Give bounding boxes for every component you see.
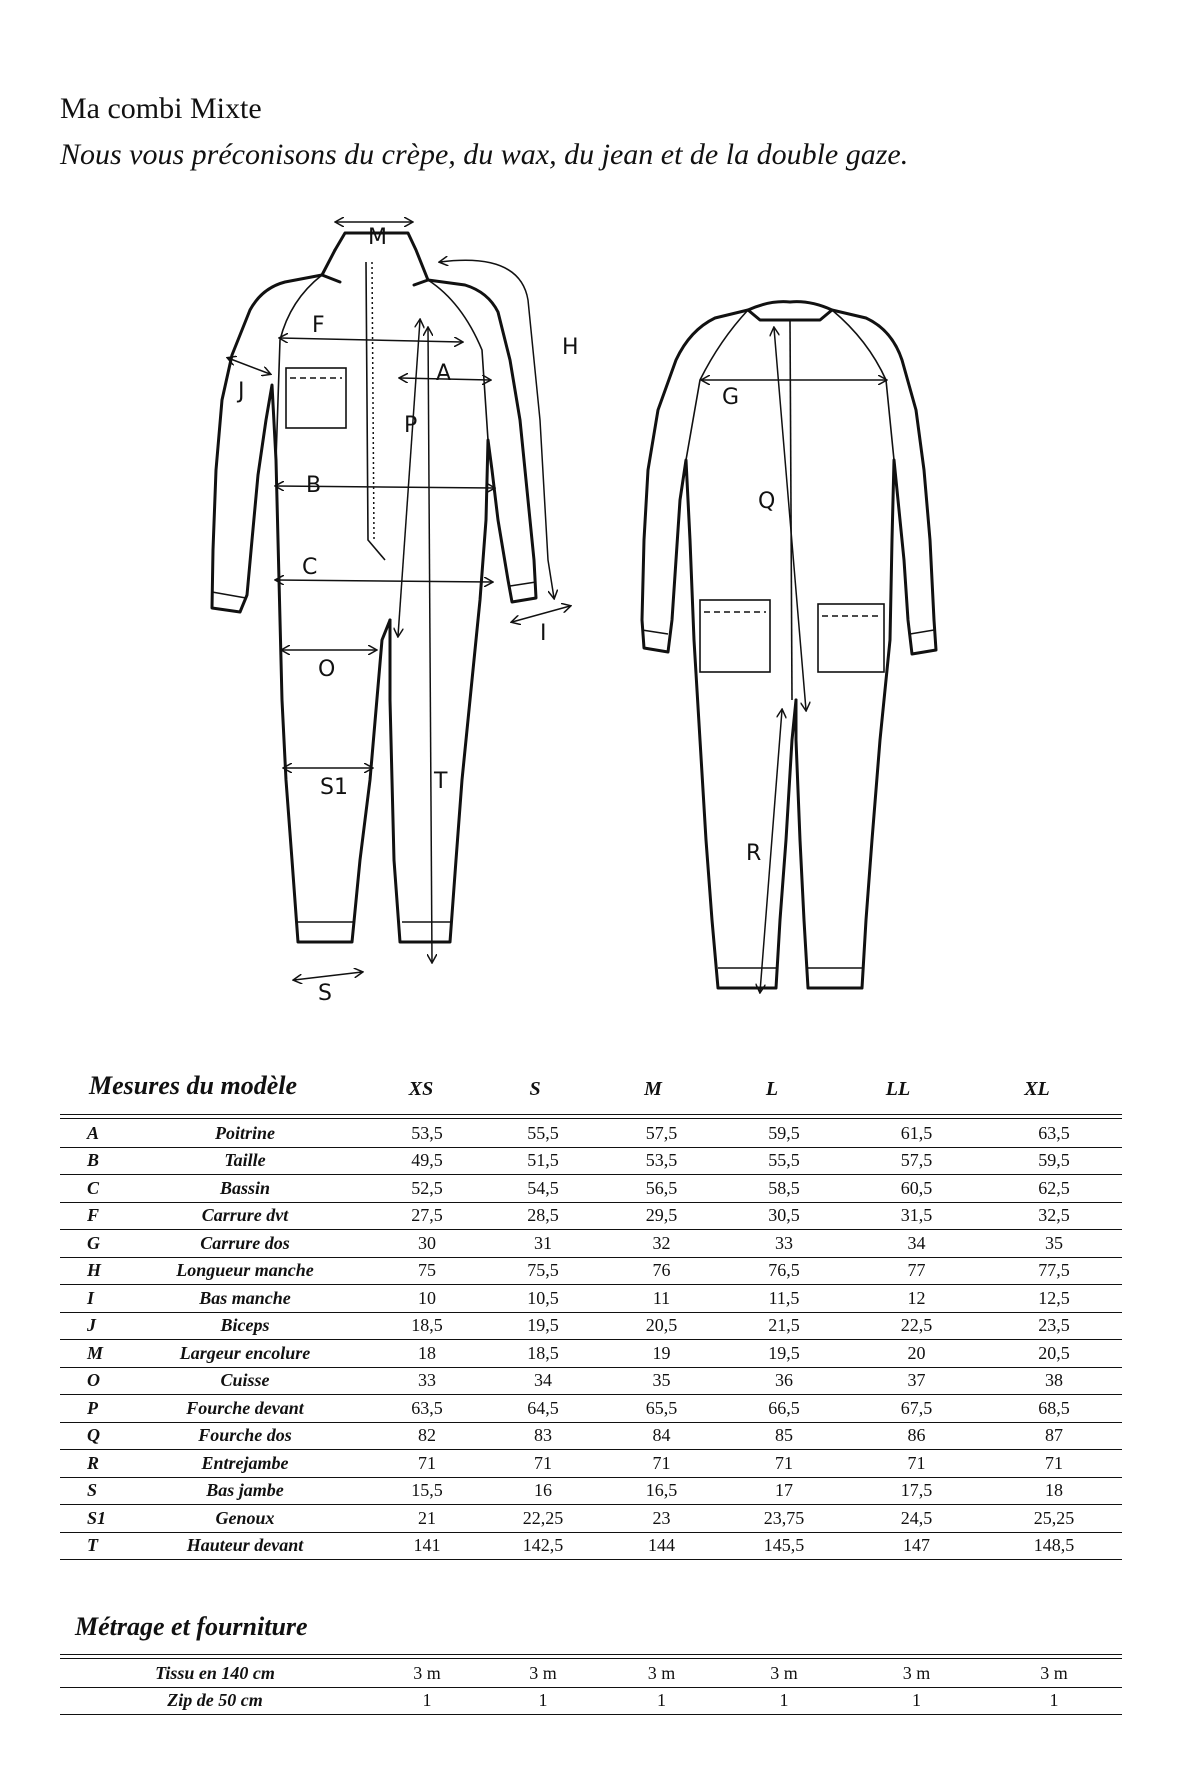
row-name: Poitrine: [120, 1120, 370, 1147]
size-header-m: M: [644, 1078, 662, 1100]
cell-value: 3 m: [484, 1660, 602, 1687]
cell-value: 84: [602, 1422, 721, 1450]
cell-value: 28,5: [484, 1202, 602, 1230]
cell-value: 17,5: [847, 1477, 986, 1505]
label-i: I: [540, 621, 547, 646]
cell-value: 76: [602, 1257, 721, 1285]
row-key: M: [60, 1340, 120, 1368]
supply-name: Tissu en 140 cm: [60, 1660, 370, 1687]
row-name: Longueur manche: [120, 1257, 370, 1285]
cell-value: 20: [847, 1340, 986, 1368]
page-title: Ma combi Mixte: [60, 92, 262, 125]
cell-value: 1: [721, 1687, 847, 1715]
cell-value: 65,5: [602, 1395, 721, 1423]
cell-value: 55,5: [721, 1147, 847, 1175]
label-o: O: [318, 657, 336, 682]
cell-value: 31,5: [847, 1202, 986, 1230]
cell-value: 3 m: [721, 1660, 847, 1687]
table-row: [60, 1285, 1122, 1313]
cell-value: 18: [370, 1340, 484, 1368]
table-row: [60, 1532, 1122, 1560]
cell-value: 29,5: [602, 1202, 721, 1230]
cell-value: 85: [721, 1422, 847, 1450]
row-key: F: [60, 1202, 120, 1230]
cell-value: 144: [602, 1532, 721, 1560]
cell-value: 18: [986, 1477, 1122, 1505]
row-key: Q: [60, 1422, 120, 1450]
table-row: [60, 1147, 1122, 1175]
label-q: Q: [758, 489, 776, 514]
size-header-xs: XS: [408, 1078, 434, 1100]
cell-value: 57,5: [602, 1120, 721, 1147]
cell-value: 27,5: [370, 1202, 484, 1230]
table-row: [60, 1687, 1122, 1715]
cell-value: 71: [847, 1450, 986, 1478]
cell-value: 11: [602, 1285, 721, 1313]
label-j: J: [238, 379, 245, 404]
size-header-s: S: [529, 1078, 541, 1100]
measures-title: Mesures du modèle: [89, 1071, 297, 1100]
cell-value: 34: [847, 1230, 986, 1258]
row-name: Genoux: [120, 1505, 370, 1533]
cell-value: 16,5: [602, 1477, 721, 1505]
cell-value: 17: [721, 1477, 847, 1505]
cell-value: 58,5: [721, 1175, 847, 1203]
row-name: Taille: [120, 1147, 370, 1175]
cell-value: 59,5: [721, 1120, 847, 1147]
cell-value: 67,5: [847, 1395, 986, 1423]
cell-value: 3 m: [847, 1660, 986, 1687]
cell-value: 71: [484, 1450, 602, 1478]
row-name: Bassin: [120, 1175, 370, 1203]
label-m: M: [368, 225, 387, 250]
label-r: R: [746, 841, 762, 866]
cell-value: 51,5: [484, 1147, 602, 1175]
cell-value: 18,5: [484, 1340, 602, 1368]
label-t: T: [434, 769, 448, 794]
cell-value: 30,5: [721, 1202, 847, 1230]
cell-value: 77,5: [986, 1257, 1122, 1285]
cell-value: 34: [484, 1367, 602, 1395]
table-row: [60, 1175, 1122, 1203]
row-key: B: [60, 1147, 120, 1175]
cell-value: 59,5: [986, 1147, 1122, 1175]
label-a: A: [436, 361, 452, 386]
cell-value: 86: [847, 1422, 986, 1450]
cell-value: 23,75: [721, 1505, 847, 1533]
cell-value: 62,5: [986, 1175, 1122, 1203]
table-row: [60, 1257, 1122, 1285]
measures-table: [60, 1120, 1122, 1560]
cell-value: 10: [370, 1285, 484, 1313]
table-row: [60, 1230, 1122, 1258]
jumpsuit-diagram: [0, 210, 1181, 1020]
table-row: [60, 1477, 1122, 1505]
size-header-ll: LL: [885, 1078, 911, 1100]
cell-value: 11,5: [721, 1285, 847, 1313]
row-name: Largeur encolure: [120, 1340, 370, 1368]
cell-value: 19: [602, 1340, 721, 1368]
cell-value: 21,5: [721, 1312, 847, 1340]
cell-value: 77: [847, 1257, 986, 1285]
cell-value: 25,25: [986, 1505, 1122, 1533]
row-key: I: [60, 1285, 120, 1313]
cell-value: 19,5: [721, 1340, 847, 1368]
row-key: T: [60, 1532, 120, 1560]
cell-value: 33: [370, 1367, 484, 1395]
label-b: B: [306, 473, 322, 498]
measurement-arrows: [228, 222, 886, 992]
row-name: Carrure dos: [120, 1230, 370, 1258]
table-row: [60, 1422, 1122, 1450]
cell-value: 61,5: [847, 1120, 986, 1147]
cell-value: 23,5: [986, 1312, 1122, 1340]
cell-value: 22,25: [484, 1505, 602, 1533]
label-c: C: [302, 555, 318, 580]
cell-value: 1: [370, 1687, 484, 1715]
cell-value: 18,5: [370, 1312, 484, 1340]
cell-value: 141: [370, 1532, 484, 1560]
cell-value: 24,5: [847, 1505, 986, 1533]
cell-value: 36: [721, 1367, 847, 1395]
supply-name: Zip de 50 cm: [60, 1687, 370, 1715]
cell-value: 53,5: [370, 1120, 484, 1147]
supplies-title: Métrage et fourniture: [75, 1612, 308, 1641]
cell-value: 71: [602, 1450, 721, 1478]
cell-value: 54,5: [484, 1175, 602, 1203]
cell-value: 16: [484, 1477, 602, 1505]
cell-value: 30: [370, 1230, 484, 1258]
table-row: [60, 1120, 1122, 1147]
table-row: [60, 1340, 1122, 1368]
cell-value: 60,5: [847, 1175, 986, 1203]
row-key: H: [60, 1257, 120, 1285]
row-key: P: [60, 1395, 120, 1423]
row-name: Biceps: [120, 1312, 370, 1340]
row-key: A: [60, 1120, 120, 1147]
table-row: [60, 1202, 1122, 1230]
cell-value: 1: [602, 1687, 721, 1715]
table-row: [60, 1367, 1122, 1395]
row-key: S: [60, 1477, 120, 1505]
cell-value: 53,5: [602, 1147, 721, 1175]
cell-value: 12,5: [986, 1285, 1122, 1313]
cell-value: 55,5: [484, 1120, 602, 1147]
cell-value: 87: [986, 1422, 1122, 1450]
cell-value: 10,5: [484, 1285, 602, 1313]
label-g: G: [722, 385, 740, 410]
cell-value: 63,5: [370, 1395, 484, 1423]
back-view: [642, 302, 936, 988]
cell-value: 71: [986, 1450, 1122, 1478]
cell-value: 142,5: [484, 1532, 602, 1560]
table-row: [60, 1395, 1122, 1423]
cell-value: 71: [721, 1450, 847, 1478]
row-key: G: [60, 1230, 120, 1258]
cell-value: 19,5: [484, 1312, 602, 1340]
row-name: Cuisse: [120, 1367, 370, 1395]
cell-value: 20,5: [602, 1312, 721, 1340]
cell-value: 31: [484, 1230, 602, 1258]
row-name: Fourche dos: [120, 1422, 370, 1450]
table-row: [60, 1660, 1122, 1687]
cell-value: 22,5: [847, 1312, 986, 1340]
cell-value: 12: [847, 1285, 986, 1313]
row-key: J: [60, 1312, 120, 1340]
cell-value: 35: [602, 1367, 721, 1395]
label-p: P: [404, 413, 418, 438]
cell-value: 68,5: [986, 1395, 1122, 1423]
cell-value: 66,5: [721, 1395, 847, 1423]
cell-value: 49,5: [370, 1147, 484, 1175]
row-name: Bas manche: [120, 1285, 370, 1313]
table-row: [60, 1312, 1122, 1340]
row-key: O: [60, 1367, 120, 1395]
cell-value: 82: [370, 1422, 484, 1450]
label-s1: S1: [320, 775, 348, 800]
cell-value: 148,5: [986, 1532, 1122, 1560]
table-top-rule: [60, 1114, 1122, 1119]
cell-value: 35: [986, 1230, 1122, 1258]
cell-value: 145,5: [721, 1532, 847, 1560]
label-f: F: [312, 313, 325, 338]
cell-value: 1: [484, 1687, 602, 1715]
cell-value: 3 m: [986, 1660, 1122, 1687]
row-key: R: [60, 1450, 120, 1478]
cell-value: 32: [602, 1230, 721, 1258]
row-name: Bas jambe: [120, 1477, 370, 1505]
cell-value: 38: [986, 1367, 1122, 1395]
row-name: Entrejambe: [120, 1450, 370, 1478]
cell-value: 63,5: [986, 1120, 1122, 1147]
cell-value: 76,5: [721, 1257, 847, 1285]
cell-value: 3 m: [602, 1660, 721, 1687]
supplies-table: [60, 1660, 1122, 1715]
cell-value: 33: [721, 1230, 847, 1258]
cell-value: 3 m: [370, 1660, 484, 1687]
cell-value: 75,5: [484, 1257, 602, 1285]
table-row: [60, 1505, 1122, 1533]
row-name: Carrure dvt: [120, 1202, 370, 1230]
row-name: Fourche devant: [120, 1395, 370, 1423]
cell-value: 1: [986, 1687, 1122, 1715]
label-h: H: [562, 335, 579, 360]
row-name: Hauteur devant: [120, 1532, 370, 1560]
cell-value: 57,5: [847, 1147, 986, 1175]
cell-value: 32,5: [986, 1202, 1122, 1230]
cell-value: 64,5: [484, 1395, 602, 1423]
cell-value: 147: [847, 1532, 986, 1560]
cell-value: 52,5: [370, 1175, 484, 1203]
cell-value: 37: [847, 1367, 986, 1395]
cell-value: 21: [370, 1505, 484, 1533]
row-key: S1: [60, 1505, 120, 1533]
cell-value: 23: [602, 1505, 721, 1533]
size-header-l: L: [765, 1078, 779, 1100]
cell-value: 15,5: [370, 1477, 484, 1505]
row-key: C: [60, 1175, 120, 1203]
size-header-xl: XL: [1024, 1078, 1050, 1100]
table-row: [60, 1450, 1122, 1478]
cell-value: 56,5: [602, 1175, 721, 1203]
cell-value: 20,5: [986, 1340, 1122, 1368]
label-s: S: [318, 981, 332, 1006]
cell-value: 1: [847, 1687, 986, 1715]
cell-value: 83: [484, 1422, 602, 1450]
page-subtitle: Nous vous préconisons du crèpe, du wax, du jean et de la double gaze.: [60, 138, 909, 171]
cell-value: 75: [370, 1257, 484, 1285]
cell-value: 71: [370, 1450, 484, 1478]
supplies-top-rule: [60, 1654, 1122, 1659]
